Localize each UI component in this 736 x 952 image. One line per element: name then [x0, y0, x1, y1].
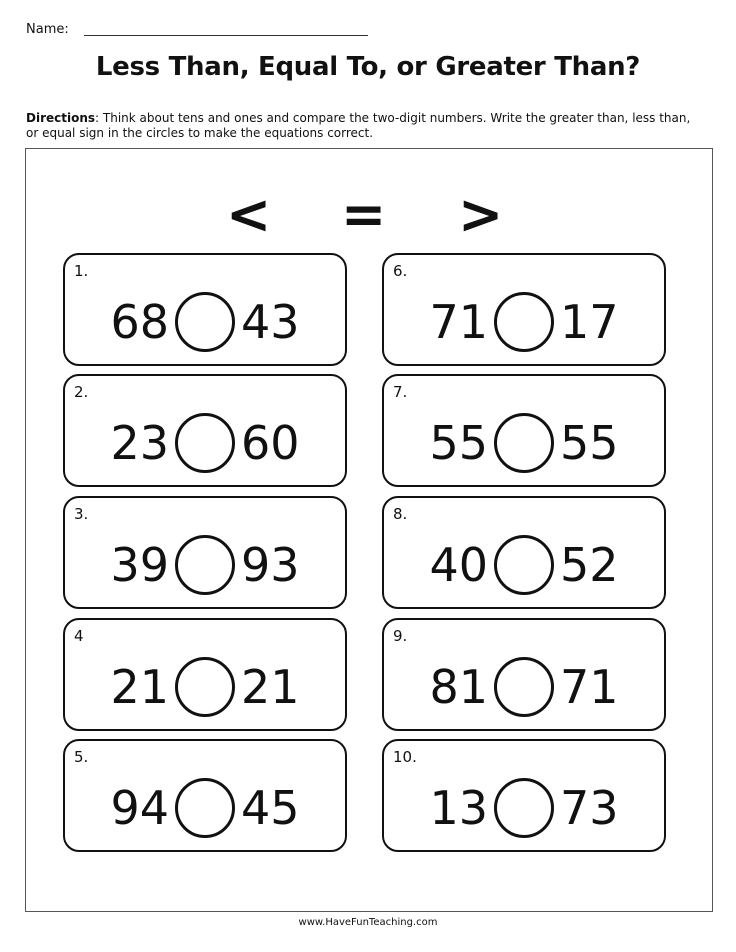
problem-card-3 [63, 496, 347, 609]
answer-circle[interactable] [494, 413, 554, 473]
answer-circle[interactable] [175, 657, 235, 717]
problem-number: 5. [74, 748, 89, 766]
name-label-text: Name: [26, 22, 69, 37]
left-number: 81 [429, 660, 488, 714]
comparison [384, 775, 664, 841]
left-number: 21 [110, 660, 169, 714]
problem-card-5 [63, 739, 347, 852]
problem-card-7 [382, 374, 666, 487]
comparison [384, 654, 664, 720]
name-line[interactable] [84, 35, 368, 36]
right-number: 52 [560, 538, 619, 592]
problem-number: 4 [74, 627, 84, 645]
answer-circle[interactable] [175, 535, 235, 595]
right-number: 43 [241, 295, 300, 349]
answer-circle[interactable] [494, 778, 554, 838]
left-number: 94 [110, 781, 169, 835]
answer-circle[interactable] [494, 535, 554, 595]
left-number: 55 [429, 416, 488, 470]
less-than-symbol: < [226, 183, 272, 246]
left-number: 68 [110, 295, 169, 349]
comparison [65, 289, 345, 355]
problem-number: 9. [393, 627, 408, 645]
problem-card-8 [382, 496, 666, 609]
left-number: 71 [429, 295, 488, 349]
right-number: 93 [241, 538, 300, 592]
left-number: 40 [429, 538, 488, 592]
right-number: 55 [560, 416, 619, 470]
problem-number: 2. [74, 383, 89, 401]
comparison [384, 410, 664, 476]
answer-circle[interactable] [175, 413, 235, 473]
problem-card-2 [63, 374, 347, 487]
greater-than-symbol: > [458, 183, 504, 246]
comparison [65, 775, 345, 841]
footer-url: www.HaveFunTeaching.com [298, 917, 438, 928]
comparison [384, 289, 664, 355]
directions [26, 111, 706, 141]
comparison [65, 410, 345, 476]
page-title: Less Than, Equal To, or Greater Than? [95, 52, 641, 82]
problem-card-10 [382, 739, 666, 852]
right-number: 21 [241, 660, 300, 714]
comparison [65, 654, 345, 720]
answer-circle[interactable] [494, 657, 554, 717]
problem-card-6 [382, 253, 666, 366]
problem-number: 1. [74, 262, 89, 280]
answer-circle[interactable] [494, 292, 554, 352]
right-number: 71 [560, 660, 619, 714]
right-number: 73 [560, 781, 619, 835]
right-number: 45 [241, 781, 300, 835]
problem-number: 6. [393, 262, 408, 280]
left-number: 13 [429, 781, 488, 835]
name-label [26, 22, 69, 37]
comparison [65, 532, 345, 598]
answer-circle[interactable] [175, 292, 235, 352]
answer-circle[interactable] [175, 778, 235, 838]
left-number: 23 [110, 416, 169, 470]
problem-number: 7. [393, 383, 408, 401]
problem-card-1 [63, 253, 347, 366]
problem-card-4 [63, 618, 347, 731]
directions-label: Directions [26, 111, 96, 125]
equal-symbol: = [341, 183, 387, 246]
problem-card-9 [382, 618, 666, 731]
right-number: 60 [241, 416, 300, 470]
problem-number: 8. [393, 505, 408, 523]
problem-number: 3. [74, 505, 89, 523]
directions-text: : Think about tens and ones and compare the two-digit numbers. Write the greater than, less than, or equal sign in the circles to make the equations correct. [26, 111, 691, 140]
problem-number: 10. [393, 748, 417, 766]
comparison [384, 532, 664, 598]
right-number: 17 [560, 295, 619, 349]
left-number: 39 [110, 538, 169, 592]
